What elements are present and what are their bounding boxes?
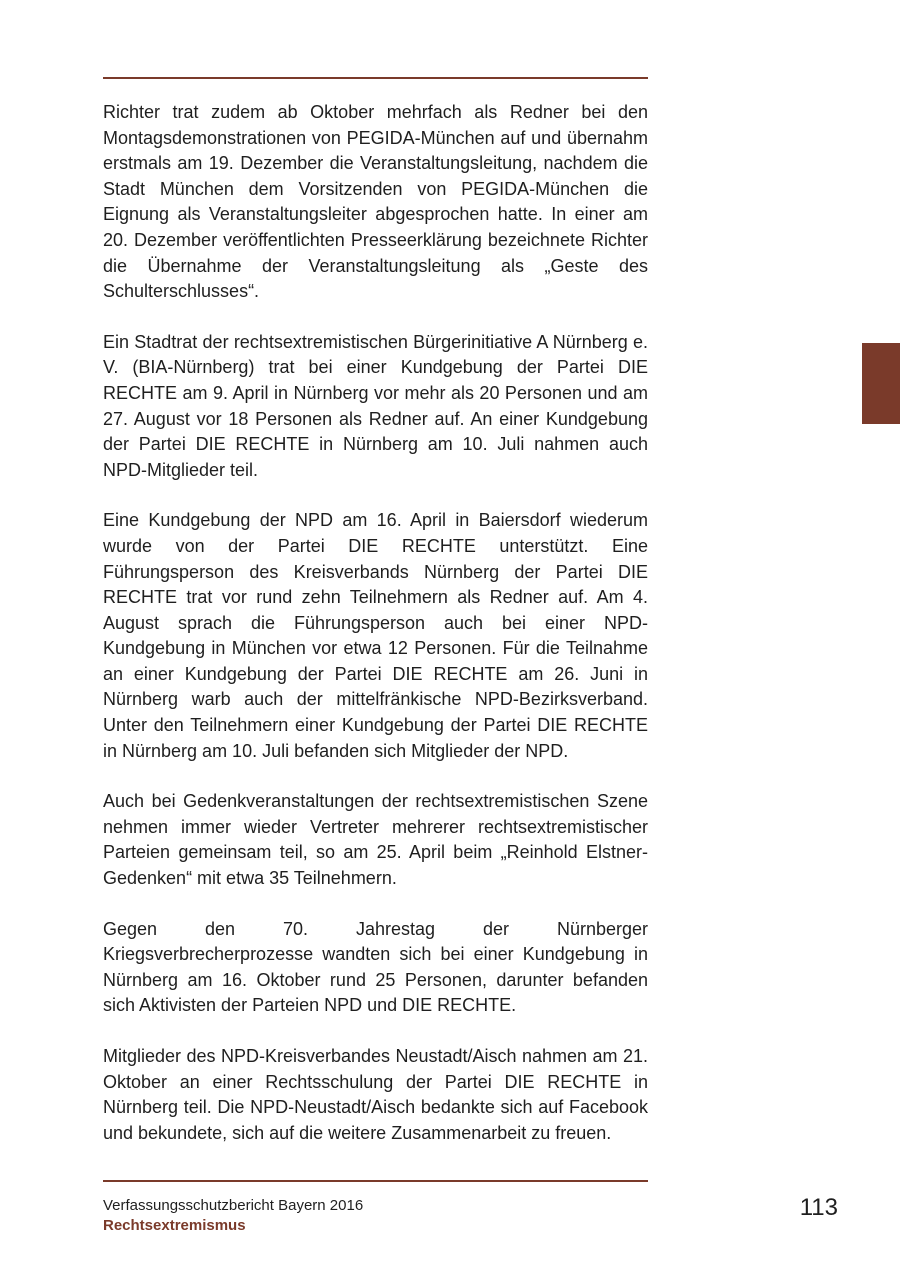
paragraph-3: Eine Kundgebung der NPD am 16. April in Baiersdorf wiederum wurde von der Partei DIE RECHTE unterstützt. Eine Führungsperson des Kreisverbands Nürnberg der Partei DIE RECHTE trat vor rund zehn Teilnehmern als Redner auf. Am 4. August sprach die Führungsperson auch bei einer NPD-Kundgebung in München vor etwa 12 Personen. Für die Teilnahme an einer Kundgebung der Partei DIE RECHTE am 26. Juni in Nürnberg warb auch der mittelfränkische NPD-Bezirksverband. Unter den Teilnehmern einer Kundgebung der Partei DIE RECHTE in Nürnberg am 10. Juli befanden sich Mitglieder der NPD. (103, 510, 648, 761)
paragraph-6: Mitglieder des NPD-Kreisverbandes Neustadt/Aisch nahmen am 21. Oktober an einer Rechtsschulung der Partei DIE RECHTE in Nürnberg teil. Die NPD-Neustadt/Aisch bedankte sich auf Facebook und bekundete, sich auf die weitere Zusammenarbeit zu freuen. (103, 1046, 648, 1143)
paragraph-1: Richter trat zudem ab Oktober mehrfach als Redner bei den Montagsdemonstrationen von PEGIDA-München auf und übernahm erstmals am 19. Dezember die Veranstaltungsleitung, nachdem die Stadt München dem Vorsitzenden von PEGIDA-München die Eignung als Veranstaltungsleiter abgesprochen hatte. In einer am 20. Dezember veröffentlichten Presseerklärung bezeichnete Richter die Übernahme der Veranstaltungsleitung als „Geste des Schulterschlusses“. (103, 102, 648, 302)
page-number: 113 (799, 1194, 838, 1221)
footer-publication-title: Verfassungsschutzbericht Bayern 2016 (103, 1197, 364, 1214)
body-text (103, 100, 648, 1171)
header-rule (103, 77, 648, 79)
footer-rule (103, 1180, 648, 1182)
paragraph-5: Gegen den 70. Jahrestag der Nürnberger Kriegsverbrecherprozesse wandten sich bei einer Kundgebung in Nürnberg am 16. Oktober rund 25 Personen, darunter befanden sich Aktivisten der Parteien NPD und DIE RECHTE. (103, 918, 648, 1016)
footer-section-name: Rechtsextremismus (103, 1217, 246, 1234)
paragraph-4: Auch bei Gedenkveranstaltungen der rechtsextremistischen Szene nehmen immer wieder Vertreter mehrerer rechtsextremistischer Parteien gemeinsam teil, so am 25. April beim „Reinhold Elstner-Gedenken“ mit etwa 35 Teilnehmern. (103, 791, 648, 889)
paragraph-2: Ein Stadtrat der rechtsextremistischen Bürgerinitiative A Nürnberg e. V. (BIA-Nürnberg) trat bei einer Kundgebung der Partei DIE RECHTE am 9. April in Nürnberg vor mehr als 20 Personen und am 27. August vor 18 Personen als Redner auf. An einer Kundgebung der Partei DIE RECHTE in Nürnberg am 10. Juli nahmen auch NPD-Mitglieder teil. (103, 331, 648, 480)
chapter-tab-marker (862, 343, 900, 424)
